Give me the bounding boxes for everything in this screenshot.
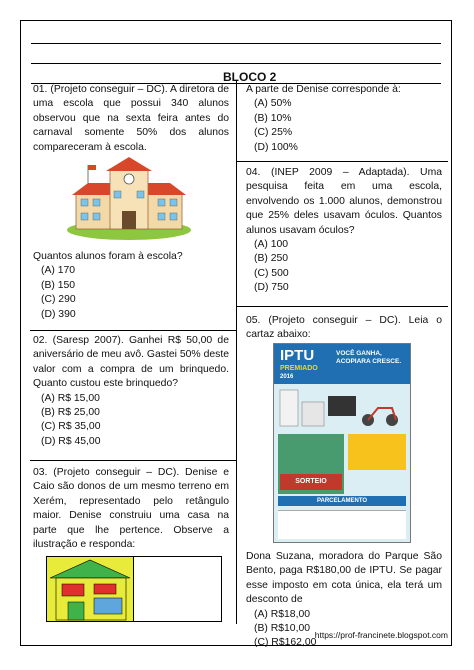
question-4-option-b: (B) 250 <box>254 253 289 265</box>
land-illustration <box>46 556 222 622</box>
poster-draw-label: SORTEIO <box>280 474 342 490</box>
question-2-option-c: (C) R$ 35,00 <box>41 421 101 433</box>
question-3-part-2 <box>246 83 442 155</box>
question-5-option-a: (A) R$18,00 <box>254 608 311 620</box>
question-separator <box>236 161 448 162</box>
question-5-option-c: (C) R$162,00 <box>254 637 317 649</box>
question-2-option-d: (D) R$ 45,00 <box>41 435 101 447</box>
question-5-option-b: (B) R$10,00 <box>254 623 311 635</box>
question-1-option-c: (C) 290 <box>41 294 76 306</box>
question-1-text: 01. (Projeto conseguir – DC). A diretora de uma escola que possui 340 alunos observou que na sexta feira antes do carnaval somente 50% dos alunos compareceram à escola. <box>33 84 229 153</box>
question-separator <box>30 330 236 331</box>
poster-subbrand: PREMIADO <box>280 365 318 372</box>
poster-slogan: VOCÊ GANHA, ACOPIARA CRESCE. <box>336 350 402 365</box>
question-5-question: Dona Suzana, moradora do Parque São Bento, paga R$180,00 de IPTU. Se pagar esse imposto em cota única, ela terá um desconto de <box>246 551 442 606</box>
iptu-poster <box>273 343 411 543</box>
poster-brand: IPTU <box>280 347 315 364</box>
question-3-option-c: (C) 25% <box>254 127 293 139</box>
question-1-question: Quantos alunos foram à escola? <box>33 251 183 262</box>
page-title: BLOCO 2 <box>223 70 277 84</box>
question-3-question: A parte de Denise corresponde à: <box>246 84 401 95</box>
question-4-option-d: (D) 750 <box>254 282 289 294</box>
question-3-option-a: (A) 50% <box>254 98 292 110</box>
poster-discount-box <box>348 434 406 470</box>
question-3-option-b: (B) 10% <box>254 112 292 124</box>
header-rule-top <box>31 43 441 44</box>
question-4-text: 04. (INEP 2009 – Adaptada). Uma pesquisa feita em uma escola, envolvendo os 1.000 alunos, demonstrou que 25% deles usavam óculos. Quantos alunos usavam óculos? <box>246 167 442 236</box>
question-4-option-a: (A) 100 <box>254 239 289 251</box>
question-3-text: 03. (Projeto conseguir – DC). Denise e Caio são donos de um mesmo terreno em Xerém, representado pelo retângulo maior. Denise construiu uma casa na parte que lhe pertence. Observe a ilustração e responda: <box>33 467 229 551</box>
poster-year: 2016 <box>280 374 294 380</box>
question-separator <box>30 460 236 461</box>
question-2-text: 02. (Saresp 2007). Ganhei R$ 50,00 de aniversário de meu avô. Gastei 50% deste valor com a compra de um brinquedo. Quanto custou este brinquedo? <box>33 335 229 390</box>
question-1-option-d: (D) 390 <box>41 308 76 320</box>
school-illustration <box>66 155 192 240</box>
question-1-option-a: (A) 170 <box>41 265 76 277</box>
poster-installment-label: PARCELAMENTO <box>278 496 406 506</box>
footer-url: https://prof-francinete.blogspot.com <box>314 630 448 640</box>
question-2-option-a: (A) R$ 15,00 <box>41 392 100 404</box>
question-3 <box>33 466 229 552</box>
question-1-part-2 <box>33 250 229 322</box>
question-2-option-b: (B) R$ 25,00 <box>41 407 100 419</box>
question-3-option-d: (D) 100% <box>254 141 298 153</box>
question-4 <box>246 166 442 296</box>
poster-prizes-image <box>278 386 406 430</box>
question-5 <box>246 314 442 343</box>
poster-footer <box>278 510 406 539</box>
question-5-text: 05. (Projeto conseguir – DC). Leia o cartaz abaixo: <box>246 315 442 341</box>
header-rule-middle <box>31 63 441 64</box>
question-1 <box>33 83 229 155</box>
question-4-option-c: (C) 500 <box>254 267 289 279</box>
question-1-option-b: (B) 150 <box>41 279 76 291</box>
question-separator <box>236 306 448 307</box>
question-2 <box>33 334 229 449</box>
